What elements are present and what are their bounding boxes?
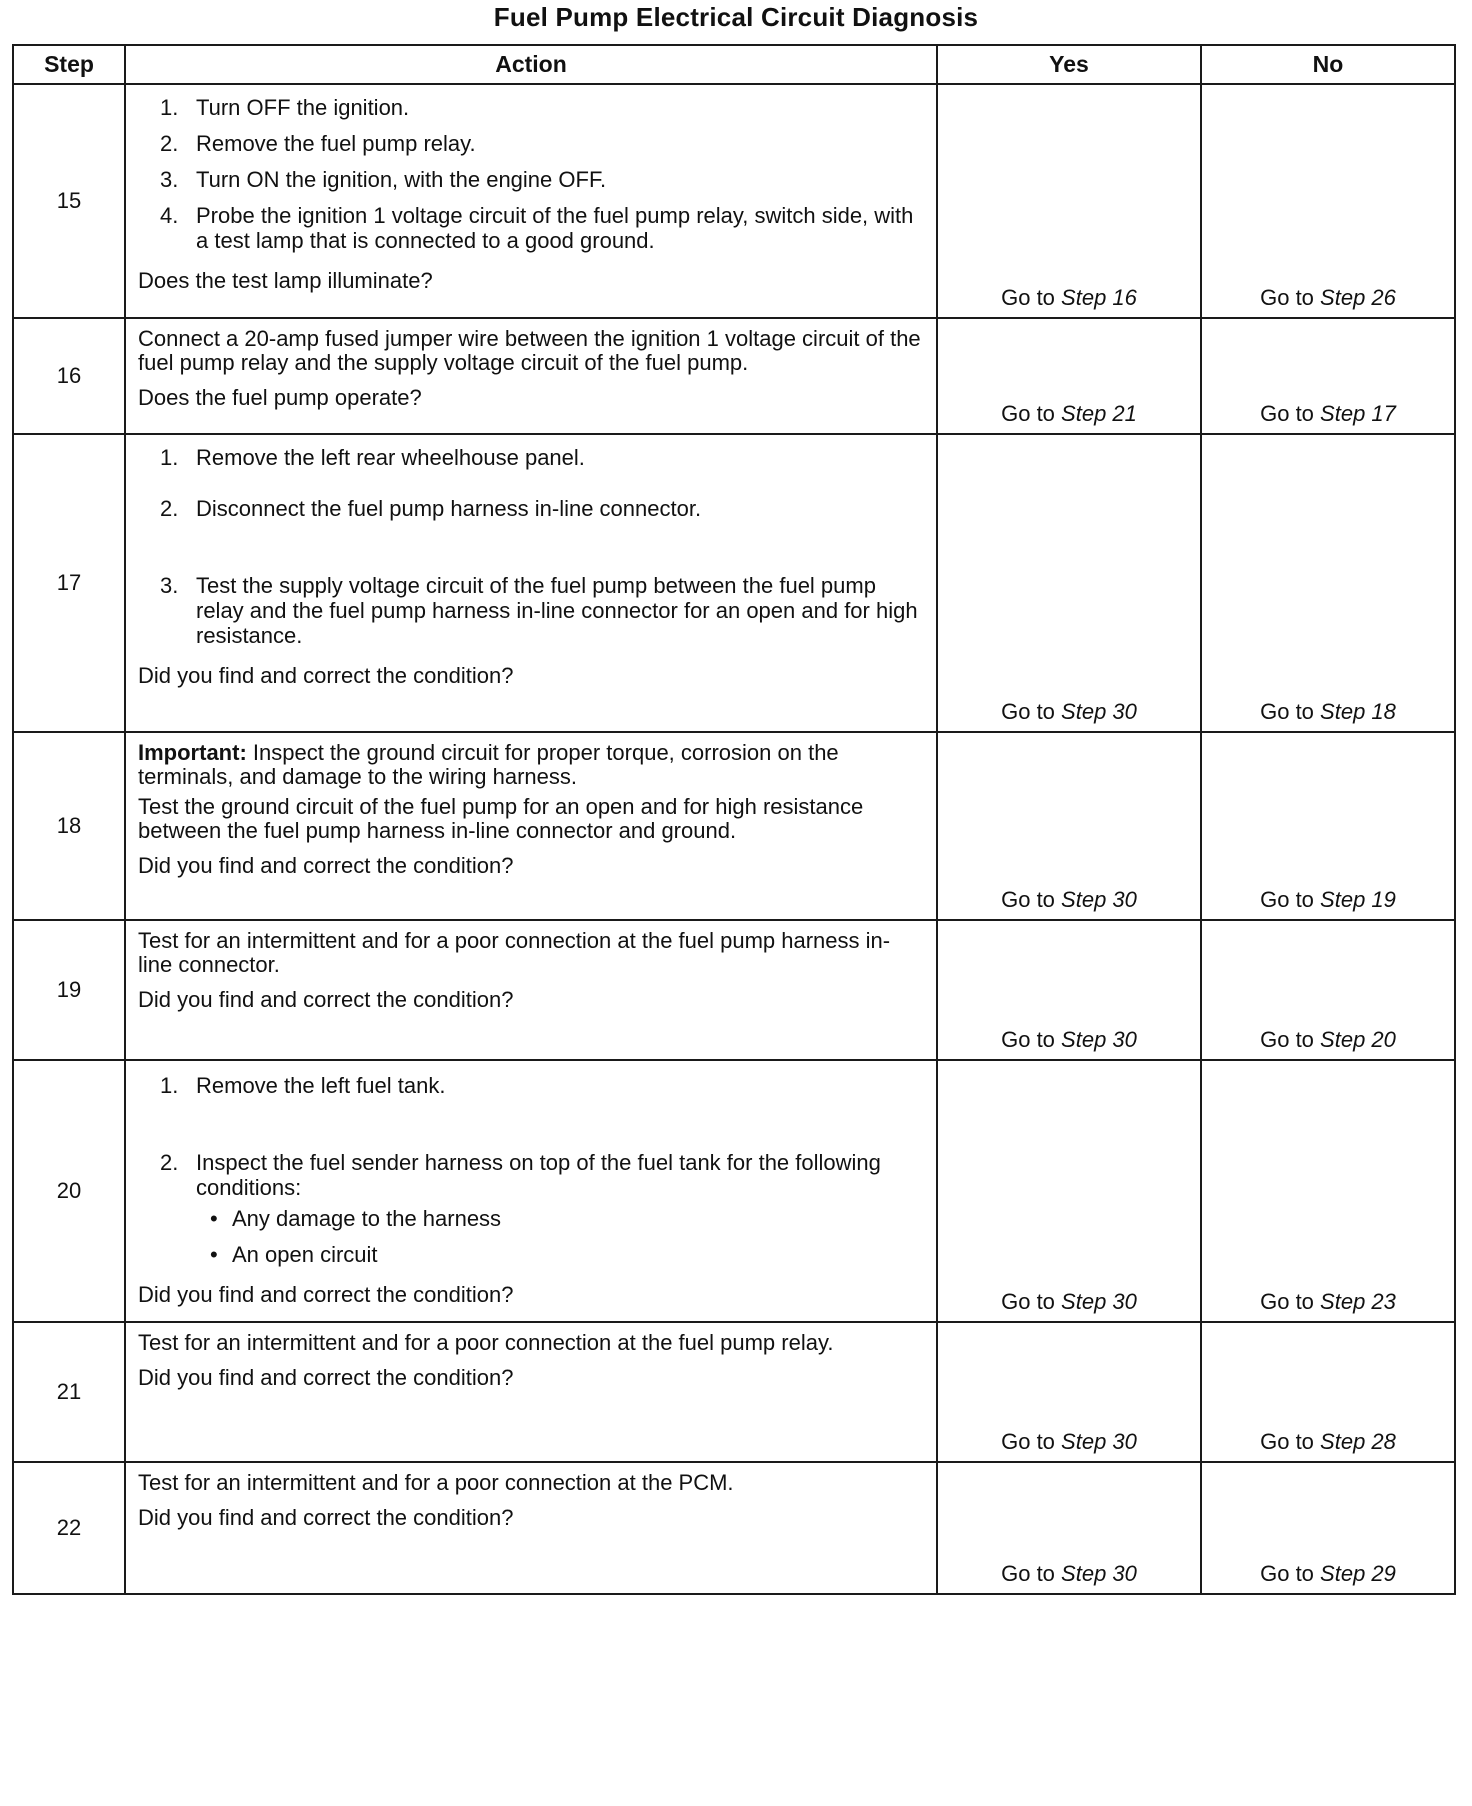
step-number: 19	[13, 920, 125, 1060]
list-item: 1. Turn OFF the ignition.	[160, 95, 410, 120]
yes-result: Go to Step 16	[937, 84, 1201, 318]
yes-result: Go to Step 30	[937, 1322, 1201, 1462]
table-row	[13, 318, 1455, 434]
action-text: Test for an intermittent and for a poor connection at the fuel pump relay.	[138, 1330, 834, 1355]
action-cell	[125, 920, 937, 1060]
yes-result: Go to Step 30	[937, 732, 1201, 920]
yes-result: Go to Step 21	[937, 318, 1201, 434]
no-result: Go to Step 23	[1201, 1060, 1455, 1322]
action-cell	[125, 1060, 937, 1322]
yes-result: Go to Step 30	[937, 1462, 1201, 1594]
action-cell	[125, 84, 937, 318]
list-item: 2. Disconnect the fuel pump harness in-line connector.	[160, 496, 702, 521]
action-question: Did you find and correct the condition?	[138, 987, 514, 1012]
no-result: Go to Step 17	[1201, 318, 1455, 434]
action-question: Does the fuel pump operate?	[138, 385, 422, 410]
action-text: Test for an intermittent and for a poor connection at the fuel pump harness in-line connector.	[138, 928, 891, 977]
no-result: Go to Step 19	[1201, 732, 1455, 920]
table-row	[13, 1060, 1455, 1322]
action-text: Connect a 20-amp fused jumper wire between the ignition 1 voltage circuit of the fuel pump relay and the supply voltage circuit of the fuel pump.	[138, 326, 921, 375]
action-question: Does the test lamp illuminate?	[138, 268, 433, 293]
table-header-row	[13, 45, 1455, 84]
action-cell	[125, 434, 937, 732]
header-step: Step	[13, 45, 125, 84]
important-note: Important: Inspect the ground circuit for proper torque, corrosion on the terminals, and damage to the wiring harness.	[138, 740, 839, 789]
action-steps	[138, 1073, 922, 1267]
step-number: 22	[13, 1462, 125, 1594]
header-yes: Yes	[937, 45, 1201, 84]
step-number: 21	[13, 1322, 125, 1462]
list-item: 3. Turn ON the ignition, with the engine OFF.	[160, 167, 607, 192]
header-action: Action	[125, 45, 937, 84]
no-result: Go to Step 28	[1201, 1322, 1455, 1462]
list-item: 1. Remove the left fuel tank.	[160, 1073, 446, 1098]
action-cell	[125, 318, 937, 434]
no-result: Go to Step 26	[1201, 84, 1455, 318]
list-item: 4. Probe the ignition 1 voltage circuit of the fuel pump relay, switch side, with a test lamp that is connected to a good ground.	[160, 203, 914, 253]
list-item: 1. Remove the left rear wheelhouse panel.	[160, 445, 585, 470]
important-label: Important:	[138, 740, 247, 765]
action-cell	[125, 1322, 937, 1462]
yes-result: Go to Step 30	[937, 920, 1201, 1060]
list-item: • An open circuit	[210, 1242, 378, 1267]
list-item: • Any damage to the harness	[210, 1206, 502, 1231]
header-no: No	[1201, 45, 1455, 84]
no-result: Go to Step 29	[1201, 1462, 1455, 1594]
action-cell	[125, 1462, 937, 1594]
action-question: Did you find and correct the condition?	[138, 1505, 514, 1530]
step-number: 16	[13, 318, 125, 434]
step-number: 15	[13, 84, 125, 318]
yes-result: Go to Step 30	[937, 1060, 1201, 1322]
action-text: Test the ground circuit of the fuel pump for an open and for high resistance between the fuel pump harness in-line connector and ground.	[138, 794, 864, 843]
yes-result: Go to Step 30	[937, 434, 1201, 732]
no-result: Go to Step 18	[1201, 434, 1455, 732]
table-row	[13, 434, 1455, 732]
action-text: Test for an intermittent and for a poor connection at the PCM.	[138, 1470, 734, 1495]
step-number: 17	[13, 434, 125, 732]
table-row	[13, 920, 1455, 1060]
table-row	[13, 84, 1455, 318]
step-number: 18	[13, 732, 125, 920]
page-title: Fuel Pump Electrical Circuit Diagnosis	[493, 2, 979, 32]
table-row	[13, 732, 1455, 920]
action-question: Did you find and correct the condition?	[138, 1365, 514, 1390]
action-cell	[125, 732, 937, 920]
condition-bullets	[196, 1206, 922, 1267]
action-question: Did you find and correct the condition?	[138, 1282, 514, 1307]
action-steps	[138, 95, 922, 253]
diagnosis-table	[12, 44, 1456, 1595]
step-number: 20	[13, 1060, 125, 1322]
table-row	[13, 1462, 1455, 1594]
table-row	[13, 1322, 1455, 1462]
no-result: Go to Step 20	[1201, 920, 1455, 1060]
action-steps	[138, 445, 922, 648]
list-item: 2. Remove the fuel pump relay.	[160, 131, 476, 156]
action-question: Did you find and correct the condition?	[138, 663, 514, 688]
list-item: 3. Test the supply voltage circuit of the fuel pump between the fuel pump relay and the fuel pump harness in-line connector for an open and for high resistance.	[160, 573, 918, 648]
list-item: 2. Inspect the fuel sender harness on top of the fuel tank for the following conditions: • Any damage to the harness • An open circuit	[138, 1150, 922, 1267]
action-question: Did you find and correct the condition?	[138, 853, 514, 878]
